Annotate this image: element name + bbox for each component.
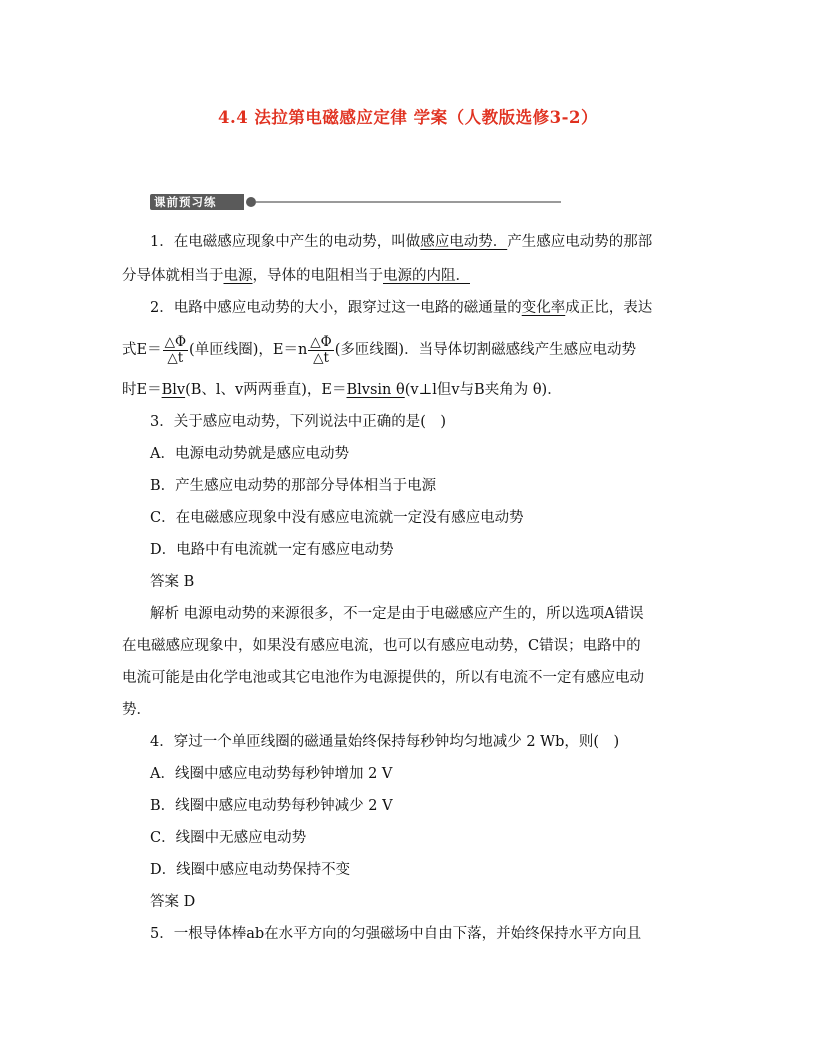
q3-option-b: B．产生感应电动势的那部分导体相当于电源 bbox=[150, 478, 437, 494]
section-divider bbox=[256, 201, 561, 203]
q2-fraction-2 bbox=[308, 335, 333, 366]
fraction-denominator: △t bbox=[167, 349, 184, 366]
q3-explanation-line-2: 在电磁感应现象中，如果没有感应电流，也可以有感应电动势，C错误；电路中的 bbox=[122, 638, 641, 654]
section-dot-icon bbox=[246, 197, 256, 207]
q2-answer-blank: Blvsin θ bbox=[346, 382, 405, 398]
q2-line-3 bbox=[122, 380, 562, 400]
fraction-numerator: △Φ bbox=[164, 333, 187, 350]
q1-text: ，导体的电阻相当于 bbox=[252, 268, 383, 284]
q2-text: (v⊥l但v与B夹角为 θ)． bbox=[404, 382, 562, 398]
q3-stem: 3．关于感应电动势，下列说法中正确的是( ) bbox=[150, 414, 447, 430]
fraction-numerator: △Φ bbox=[310, 333, 332, 350]
q2-text: 式E＝ bbox=[122, 342, 162, 358]
q1-line-1 bbox=[150, 232, 652, 252]
q2-text: (多匝线圈)．当导体切割磁感线产生感应电动势 bbox=[334, 342, 637, 358]
q3-explanation-line-3: 电流可能是由化学电池或其它电池作为电源提供的，所以有电流不一定有感应电动 bbox=[122, 670, 644, 686]
q2-text: (B、l、v两两垂直)，E＝ bbox=[185, 382, 347, 398]
q3-explanation-line-1: 解析 电源电动势的来源很多，不一定是由于电磁感应产生的，所以选项A错误 bbox=[150, 606, 644, 622]
section-label: 课前预习练 bbox=[150, 194, 244, 210]
q3-option-d: D．电路中有电流就一定有感应电动势 bbox=[150, 542, 394, 558]
q1-text: 1．在电磁感应现象中产生的电动势，叫做 bbox=[150, 234, 421, 250]
fraction-denominator: △t bbox=[313, 349, 329, 366]
q3-explanation-line-4: 势． bbox=[122, 702, 151, 718]
q1-text: 产生感应电动势的那部 bbox=[507, 234, 653, 250]
q2-text: 2．电路中感应电动势的大小，跟穿过这一电路的磁通量的 bbox=[150, 300, 522, 316]
q4-answer: 答案 D bbox=[150, 894, 196, 910]
q2-answer-blank: Blv bbox=[161, 382, 186, 398]
q1-answer-blank: 感应电动势． bbox=[420, 234, 508, 250]
q1-text: 分导体就相当于 bbox=[122, 268, 224, 284]
q1-line-2 bbox=[122, 266, 470, 286]
q4-option-a: A．线圈中感应电动势每秒钟增加 2 V bbox=[150, 766, 393, 782]
q3-option-a: A．电源电动势就是感应电动势 bbox=[150, 446, 349, 462]
q2-line-2 bbox=[122, 330, 636, 370]
q3-option-c: C．在电磁感应现象中没有感应电流就一定没有感应电动势 bbox=[150, 510, 524, 526]
q4-stem: 4．穿过一个单匝线圈的磁通量始终保持每秒钟均匀地减少 2 Wb，则( ) bbox=[150, 734, 620, 750]
q4-option-d: D．线圈中感应电动势保持不变 bbox=[150, 862, 351, 878]
q2-text: 时E＝ bbox=[122, 382, 162, 398]
q1-answer-blank: 电源 bbox=[223, 268, 253, 284]
q2-text: (单匝线圈)，E＝n bbox=[189, 342, 308, 358]
q5-stem: 5．一根导体棒ab在水平方向的匀强磁场中自由下落，并始终保持水平方向且 bbox=[150, 926, 642, 942]
q4-option-b: B．线圈中感应电动势每秒钟减少 2 V bbox=[150, 798, 393, 814]
q2-line-1 bbox=[150, 298, 652, 318]
q2-answer-blank: 变化率 bbox=[521, 300, 566, 316]
q4-option-c: C．线圈中无感应电动势 bbox=[150, 830, 307, 846]
page-title: 4.4 法拉第电磁感应定律 学案（人教版选修3-2） bbox=[217, 108, 598, 127]
q3-answer: 答案 B bbox=[150, 574, 195, 590]
q2-fraction-1 bbox=[163, 335, 188, 366]
q2-text: 成正比，表达 bbox=[565, 300, 653, 316]
q1-answer-blank: 电源的内阻． bbox=[383, 268, 470, 284]
